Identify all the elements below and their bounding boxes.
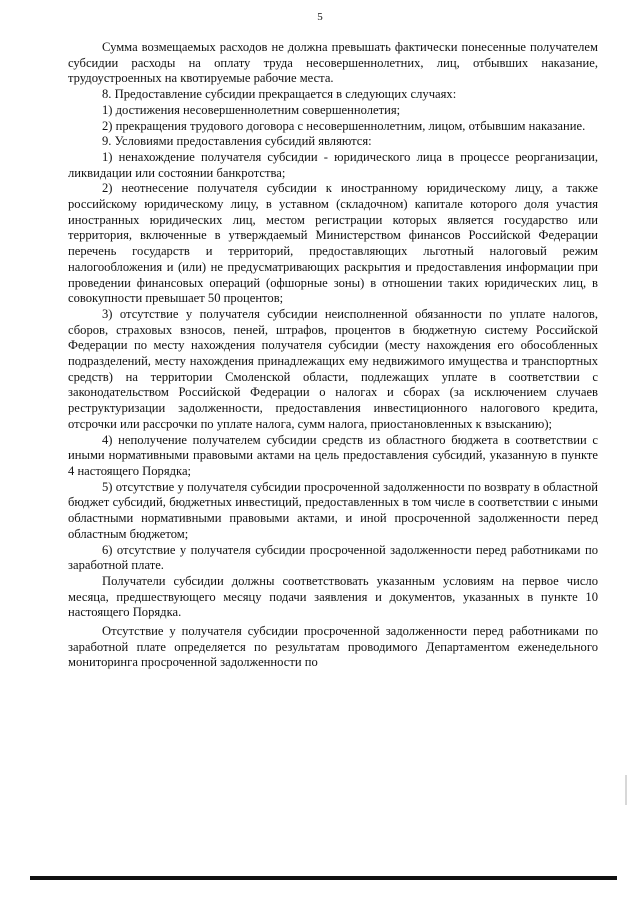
- paragraph-recipient-requirements: Получатели субсидии должны соответствовать указанным условиям на первое число месяца, предшествующего месяцу подачи заявления и документов, указанных в пункте 10 настоящего Порядка.: [68, 573, 598, 620]
- bottom-rule: [30, 876, 617, 880]
- paragraph-reimbursement-limit: Сумма возмещаемых расходов не должна превышать фактически понесенные получателем субсидии расходы на оплату труда несовершеннолетних, лиц, отбывших наказание, трудоустроенных на квотируемые рабочие места.: [68, 40, 598, 86]
- paragraph-item-9-2: 2) неотнесение получателя субсидии к иностранному юридическому лицу, а также российскому юридическому лицу, в уставном (складочном) капитале которого доля участия иностранных юридических лиц, местом регистрации которых является государство или территория, включенные в утверждаемый Министерством финансов Российской Федерации перечень государств и территорий, предоставляющих льготный налоговый режим налогообложения и (или) не предусматривающих раскрытия и предоставления информации при проведении финансовых операций (офшорные зоны) в отношении таких юридических лиц, в совокупности превышает 50 процентов;: [68, 181, 598, 306]
- paragraph-item-8-1: 1) достижения несовершеннолетним совершеннолетия;: [102, 102, 401, 117]
- paragraph-item-8-2: 2) прекращения трудового договора с несовершеннолетним, лицом, отбывшим наказание.: [102, 118, 586, 133]
- paragraph-item-9-4: 4) неполучение получателем субсидии средств из областного бюджета в соответствии с иными нормативными правовыми актами на цель предоставления субсидий, указанную в пункте 4 настоящего Порядка;: [68, 432, 598, 478]
- paragraph-item-9-5: 5) отсутствие у получателя субсидии просроченной задолженности по возврату в областной бюджет субсидий, бюджетных инвестиций, предоставленных в том числе в соответствии с иными областными нормативными правовыми актами, и иной просроченной задолженности перед областным бюджетом;: [68, 479, 598, 541]
- scan-edge-mark: [625, 775, 627, 805]
- paragraph-item-9: 9. Условиями предоставления субсидий являются:: [102, 134, 372, 149]
- paragraph-item-8: 8. Предоставление субсидии прекращается в следующих случаях:: [102, 87, 457, 102]
- paragraph-item-9-1: 1) ненахождение получателя субсидии - юридического лица в процессе реорганизации, ликвидации или состоянии банкротства;: [68, 149, 598, 180]
- paragraph-item-9-3: 3) отсутствие у получателя субсидии неисполненной обязанности по уплате налогов, сборов, страховых взносов, пеней, штрафов, процентов в бюджетную систему Российской Федерации по месту нахождения получателя субсидии (месту нахождения его обособленных подразделений, месту нахождения принадлежащих ему недвижимого имущества и транспортных средств) на территории Смоленской области, подлежащих уплате в соответствии с законодательством Российской Федерации о налогах и сборах (за исключением случаев реструктуризации задолженности, предоставления инвестиционного налогового кредита, отсрочки или рассрочки по уплате налога, сумм налога, приостановленных к взысканию);: [68, 306, 598, 431]
- paragraph-item-9-6: 6) отсутствие у получателя субсидии просроченной задолженности перед работниками по заработной плате.: [68, 542, 598, 573]
- paragraph-wage-debt-monitoring: Отсутствие у получателя субсидии просроченной задолженности перед работниками по заработной плате определяется по результатам проводимого Департаментом еженедельного мониторинга просроченной задолженности по: [68, 624, 598, 670]
- page-number: 5: [317, 11, 323, 23]
- document-body: [68, 40, 598, 671]
